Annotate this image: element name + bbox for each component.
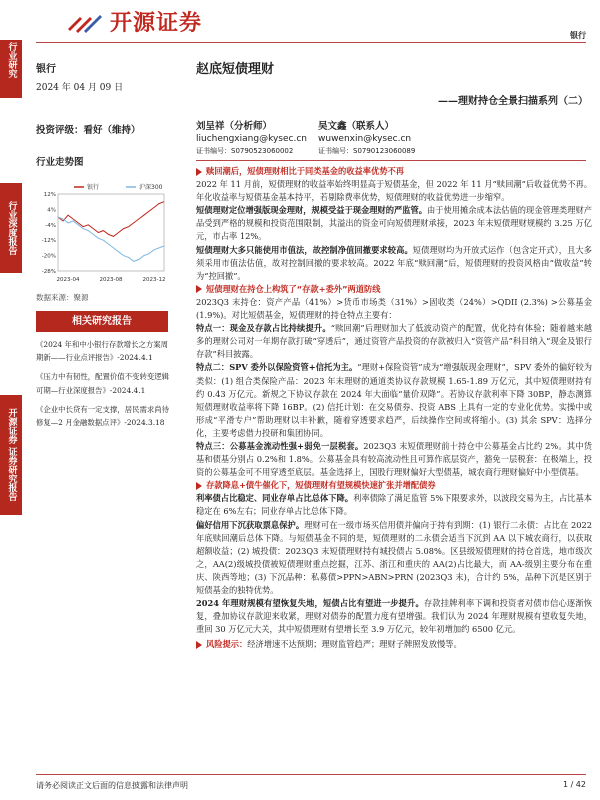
paragraph-text: 存款挂牌利率下调和投资者对债市信心逐渐恢复，叠加协议存款迎来收紧，理财对债券的配置力度有望增强。我们认为 2024 年理财规模有望收复失地，重回 30 万亿元大关，其中短债理财有望增长至 3.9 万亿元，较年初增加约 6500 亿元。 — [196, 598, 592, 635]
triangle-bullet-icon — [196, 285, 202, 293]
paragraph-lead: 短债理财大多只能使用市值法，故控制净值回撤要求较高。 — [196, 244, 413, 255]
sector-label: 银行 — [36, 64, 56, 75]
risk-warning — [196, 638, 592, 651]
y-tick-label: 12% — [43, 192, 56, 198]
side-band-securities — [0, 395, 22, 515]
y-tick-label: 4% — [47, 207, 56, 214]
chart-frame — [58, 194, 164, 271]
paragraph-text: “赎回潮”后理财加大了低波动资产的配置，优化持有体验；随着越来越多的理财公司对一年期存款打破“穿透后”，通过资管产品投资的存款被归入“资管产品”科目纳入“现金及银行存款”科目披露。 — [196, 323, 593, 360]
analyst-2 — [318, 121, 478, 157]
y-tick-label: -12% — [41, 238, 56, 245]
paragraph — [196, 492, 592, 518]
report-title: 赵底短债理财 — [196, 62, 275, 77]
paragraph-text: 短债理财均为开放式运作（包含定开式），且大多须采用市值法估值，故对控制回撤的要求较高。2022 年底“赎回潮”后，短债理财的投资风格由“做收益”转为“控回撤”。 — [196, 244, 593, 281]
paragraph — [196, 322, 592, 361]
trend-chart-svg — [36, 180, 168, 285]
analyst-cert: 证书编号：S0790523060002 — [196, 147, 294, 155]
paragraph-text: 理财可在一级市场买信用债并偏向于持有到期：(1) 银行二永债：占比在 2022 年底赎回潮后总体下降。与短债基金不同的是，短债理财的二永债会适当下沉到 AA 以下城农商行，以获取超额收益；(2) 城投债：2023Q3 末短债理财持有城投债占 5.08%。区县级短债理财的持仓首选，地市级次之，AA(2)级城投债被短债理财重点挖掘，江苏、浙江和重庆的 AA(2)占比最大，而 AA-级别主要分布在重庆、陕西等地；(3) 下沉品种：私募债>PPN>ABN>PRN (2023Q3 末)，合计约 5%，品种下沉是区别于短债基金的独特优势。 — [196, 519, 593, 595]
logo-mark-icon — [66, 11, 106, 33]
paragraph — [196, 361, 592, 440]
side-band-research — [0, 40, 22, 98]
section-heading — [196, 283, 592, 296]
related-report-item[interactable]: 《企业中长贷有一定支撑，居民需求尚待修复—2 月金融数据点评》-2024.3.18 — [36, 404, 170, 428]
paragraph: 2023Q3 末持仓：资产产品（41%）>货币市场类（31%）>固收类（24%）>QDII (2.3%) >公募基金 (1.9%)。对比短债基金，短债理财的持仓特点主要有： — [196, 296, 592, 321]
paragraph-lead: 短债理财定位增强版现金理财，规模受益于现金理财的严监管。 — [196, 205, 427, 216]
page-number: 1 / 42 — [562, 780, 586, 789]
paragraph-lead: 特点二：SPV 委外以保险资管+信托为主。 — [196, 362, 358, 373]
triangle-bullet-icon — [196, 641, 202, 649]
related-reports-list — [36, 338, 170, 435]
header-category: 银行 — [570, 31, 586, 40]
risk-text: 经济增速不达预期；理财监管趋严；理财子牌照发放慢等。 — [247, 639, 462, 650]
analyst-name: 刘呈祥（分析师） — [196, 121, 273, 132]
related-report-item[interactable]: 《压力中有韧性，配置价值不变转变逻辑可期—行业深度报告》-2024.4.1 — [36, 372, 170, 395]
paragraph: 2022 年 11 月前，短债理财的收益率始终明显高于短债基金，但 2022 年 11 月“赎回潮”后收益优势不再。年化收益率与短债基金基本持平，若剔除费率优势，短债理财的收益优势进一步缩窄。 — [196, 179, 592, 203]
legend-label: 银行 — [87, 184, 100, 191]
trend-chart — [36, 180, 168, 285]
paragraph-text: 2023Q3 末短债理财前十持仓中公募基金占比约 2%。其中货基和债基分别占 0.2%和 1.8%。公募基金具有较高流动性且可算作底层资产，豁免一层税套：在极端上，投资的公募基金可不用穿透至底层。基金选择上，国股行理财偏好大型债基，城农商行理财偏好中小型债基。 — [196, 440, 592, 478]
analyst-block — [196, 121, 592, 157]
report-body — [196, 165, 592, 651]
analyst-name: 吴文鑫（联系人） — [318, 121, 395, 132]
analyst-email[interactable]: wuwenxin@kysec.cn — [318, 134, 412, 144]
report-date: 2024 年 04 月 09 日 — [36, 83, 124, 93]
rating: 投资评级：看好（维持） — [36, 125, 141, 136]
analyst-1 — [196, 121, 318, 157]
paragraph-text: 利率债除了满足监管 5%下限要求外，以波段交易为主，占比基本稳定在 6%左右；同业存单占比总体下降。 — [196, 493, 593, 517]
section-heading-text: 赎回潮后，短债理财相比于同类基金的收益率优势不再 — [206, 166, 404, 176]
side-band-text: 行业深度报告 — [6, 201, 17, 255]
analyst-email[interactable]: liuchengxiang@kysec.cn — [196, 134, 307, 144]
analyst-cert: 证书编号：S0790123060089 — [318, 147, 416, 155]
risk-label: 风险提示： — [206, 639, 248, 650]
paragraph-lead: 特点一：现金及存款占比持续提升。 — [196, 323, 331, 334]
report-subtitle: ——理财持仓全景扫描系列（二） — [438, 96, 588, 107]
related-report-item[interactable]: 《2024 年和中小银行存款增长之方案周期新——行业点评报告》-2024.4.1 — [36, 340, 169, 363]
paragraph — [196, 519, 592, 598]
side-band-text: 开源证券 证券研究报告 — [6, 408, 17, 502]
brand-logo — [66, 6, 202, 37]
paragraph-lead: 2024 年理财规模有望恢复失地，短债占比有望进一步提升。 — [196, 598, 424, 609]
legend-label: 沪深300 — [139, 184, 163, 191]
paragraph-text: “理财+保险资管”成为“增强版现金理财”，SPV 委外的偏好较为类似：(1) 组合类保险产品：2023 年末理财的通道类协议存款规模 1.65-1.89 万亿元，其中短债理财持有约 0.43 万亿元。新规之下协议存款在 2024 年大面临“量价双降”。若协议存款利率下降 30BP，静态测算短债理财收益率将下降 16BP。(2) 信托计划：在交易债券、投资 ABS 上具有一定的专业化优势。实操中或形成“平滑专户”帮助理财以丰补歉，随着穿透要求趋严，后续操作空间或将缩小。(3) 其余 SPV：选择分化，主要考虑借力投研和集团协同。 — [196, 362, 592, 438]
paragraph — [196, 597, 592, 636]
section-divider — [196, 160, 586, 161]
data-source: 数据来源：聚源 — [36, 293, 89, 302]
x-tick-label: 2023-08 — [99, 277, 123, 283]
footer-disclaimer: 请务必阅读正文后面的信息披露和法律声明 — [36, 781, 188, 790]
y-tick-label: -20% — [41, 253, 56, 260]
section-heading-text: 短债理财在持仓上构筑了“存款+委外”两道防线 — [206, 283, 381, 294]
paragraph — [196, 244, 592, 283]
y-tick-label: -4% — [45, 222, 56, 229]
section-heading-text: 存款降息+债牛催化下，短债理财有望规模快速扩张并增配债券 — [206, 480, 436, 491]
header-divider — [36, 42, 586, 43]
side-band-text: 行业研究 — [6, 42, 17, 78]
related-reports-title: 相关研究报告 — [36, 311, 168, 332]
side-band-deep-report — [0, 183, 22, 273]
paragraph — [196, 440, 592, 479]
paragraph-lead: 特点三：公募基金流动性强+弱免一层税套。 — [196, 440, 364, 451]
paragraph — [196, 204, 592, 243]
x-tick-label: 2023-04 — [56, 277, 80, 283]
paragraph-lead: 偏好信用下沉获取票息保护。 — [196, 519, 305, 530]
series-line-csi300 — [58, 217, 164, 261]
page-footer — [36, 774, 586, 791]
x-tick-label: 2023-12 — [142, 277, 166, 283]
series-line-bank — [58, 202, 164, 237]
paragraph-text: 由于使用摊余成本法估值的现金管理类理财产品受到严格的规模和投资范围限制，其溢出的资金可向短债理财承接，2023 年末短债理财规模约 3.25 万亿元，市占率 12%。 — [196, 205, 592, 242]
section-heading — [196, 165, 592, 178]
section-heading — [196, 479, 592, 492]
paragraph-lead: 利率债占比稳定、同业存单占比总体下降。 — [196, 493, 354, 504]
triangle-bullet-icon — [196, 482, 202, 490]
trend-title: 行业走势图 — [36, 157, 84, 168]
y-tick-label: -28% — [41, 269, 56, 275]
triangle-bullet-icon — [196, 168, 202, 176]
logo-text: 开源证券 — [110, 11, 203, 36]
